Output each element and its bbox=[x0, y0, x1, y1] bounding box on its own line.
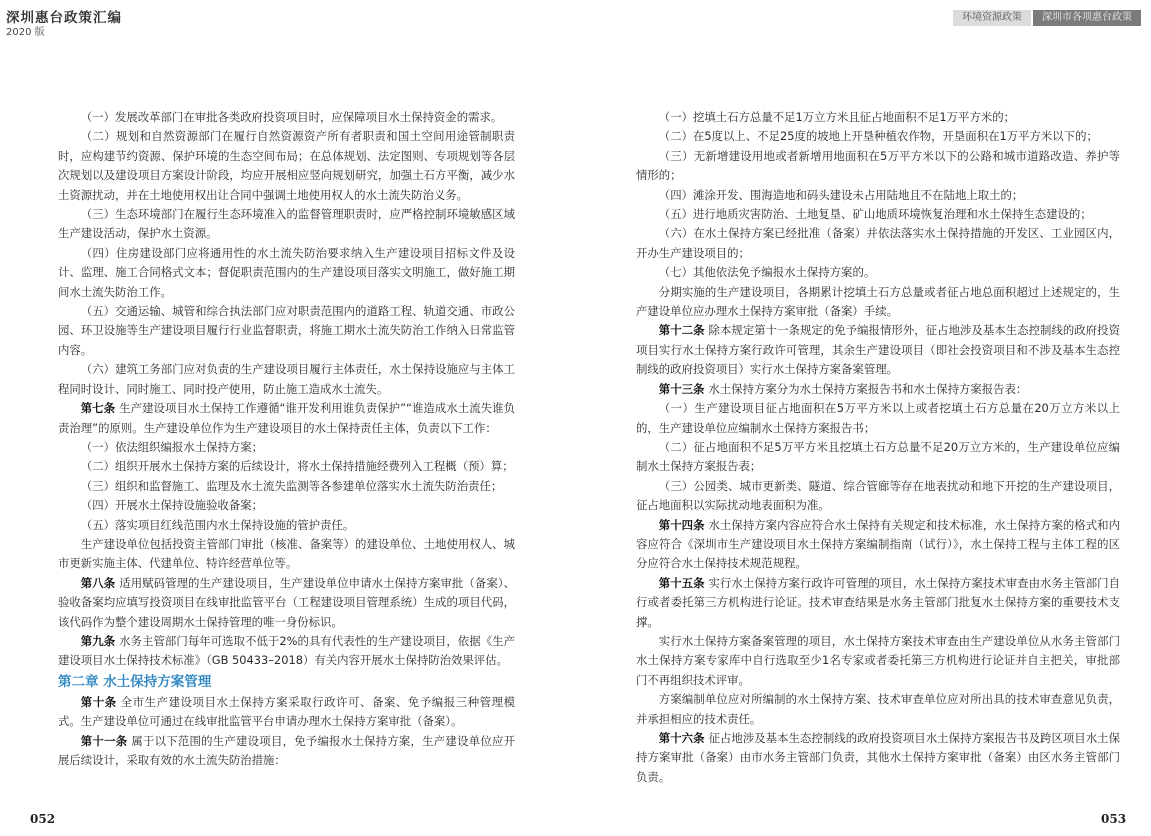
paragraph bbox=[58, 496, 515, 515]
paragraph-text: （一）依法组织编报水土保持方案； bbox=[80, 439, 264, 454]
paragraph-text: 属于以下范围的生产建设项目，免予编报水土保持方案，生产建设单位应开展后续设计，采取有效的水土流失防治措施： bbox=[58, 733, 515, 767]
paragraph bbox=[636, 186, 1120, 205]
article-paragraph bbox=[636, 321, 1120, 379]
paragraph-text: （三）公园类、城市更新类、隧道、综合管廊等存在地表扰动和地下开挖的生产建设项目，征占地面积以实际扰动地表面积为准。 bbox=[636, 478, 1120, 513]
paragraph bbox=[58, 516, 515, 535]
article-paragraph bbox=[58, 574, 515, 632]
paragraph-text: （三）组织和监督施工、监理及水土流失监测等各参建单位落实水土流失防治责任； bbox=[80, 478, 503, 493]
chapter-heading: 第二章 水土保持方案管理 bbox=[58, 673, 212, 690]
article-paragraph bbox=[58, 732, 515, 771]
article-label: 第十四条 bbox=[658, 517, 705, 532]
article-paragraph bbox=[58, 632, 515, 671]
paragraph bbox=[636, 205, 1120, 224]
paragraph bbox=[636, 127, 1120, 146]
tab-city-policies: 深圳市各项惠台政策 bbox=[1031, 10, 1141, 26]
paragraph-text: 生产建设项目水土保持工作遵循“谁开发利用谁负责保护”“谁造成水土流失谁负责治理”的原则。生产建设单位作为生产建设项目的水土保持责任主体，负责以下工作： bbox=[58, 401, 515, 435]
paragraph-text: （三）生态环境部门在履行生态环境准入的监督管理职责时，应严格控制环境敏感区域生产建设活动，保护水土资源。 bbox=[58, 207, 515, 241]
paragraph-text: （五）交通运输、城管和综合执法部门应对职责范围内的道路工程、轨道交通、市政公园、环卫设施等生产建设项目履行行业监督职责，将施工期水土流失防治工作纳入日常监管内容。 bbox=[58, 304, 515, 357]
paragraph bbox=[636, 690, 1120, 729]
paragraph-text: （五）落实项目红线范围内水土保持设施的管护责任。 bbox=[80, 517, 355, 532]
paragraph bbox=[58, 360, 515, 399]
document-title: 深圳惠台政策汇编 bbox=[6, 10, 122, 26]
paragraph-text: 水土保持方案分为水土保持方案报告书和水土保持方案报告表： bbox=[708, 381, 1028, 396]
article-label: 第八条 bbox=[80, 575, 116, 590]
paragraph-text: （一）挖填土石方总量不足1万立方米且征占地面积不足1万平方米的； bbox=[658, 110, 1016, 124]
paragraph-text: （六）建筑工务部门应对负责的生产建设项目履行主体责任，水土保持设施应与主体工程同时设计、同时施工、同时投产使用，防止施工造成水土流失。 bbox=[58, 362, 515, 396]
article-paragraph bbox=[58, 399, 515, 438]
right-page-body bbox=[636, 108, 1120, 787]
paragraph-text: 征占地涉及基本生态控制线的政府投资项目水土保持方案报告书及跨区项目水土保持方案审批（备案）由市水务主管部门负责，其他水土保持方案审批（备案）由区水务主管部门负责。 bbox=[636, 731, 1120, 784]
paragraph-text: （七）其他依法免予编报水土保持方案的。 bbox=[658, 265, 876, 280]
paragraph-text: （二）在5度以上、不足25度的坡地上开垦种植农作物，开垦面积在1万平方米以下的； bbox=[658, 129, 1098, 144]
paragraph-text: 适用赋码管理的生产建设项目，生产建设单位申请水土保持方案审批（备案）、验收备案均应填写投资项目在线审批监管平台（工程建设项目管理系统）生成的项目代码，该代码作为整个建设周期水土保持管理的唯一身份标识。 bbox=[58, 575, 515, 629]
paragraph bbox=[636, 399, 1120, 438]
paragraph-text: （二）组织开展水土保持方案的后续设计，将水土保持措施经费列入工程概（预）算； bbox=[80, 459, 514, 474]
paragraph bbox=[58, 205, 515, 244]
section-tabs bbox=[953, 10, 1141, 26]
paragraph bbox=[636, 263, 1120, 282]
paragraph-text: （六）在水土保持方案已经批准（备案）并依法落实水土保持措施的开发区、工业园区内，开办生产建设项目的； bbox=[636, 226, 1120, 260]
paragraph bbox=[636, 108, 1120, 127]
paragraph bbox=[58, 108, 515, 127]
paragraph bbox=[636, 632, 1120, 690]
article-label: 第十五条 bbox=[658, 575, 705, 590]
article-paragraph bbox=[636, 574, 1120, 632]
paragraph-text: （四）住房建设部门应将通用性的水土流失防治要求纳入生产建设项目招标文件及设计、监理、施工合同格式文本；督促职责范围内的生产建设项目落实文明施工，做好施工期间水土流失防治工作。 bbox=[58, 245, 515, 299]
paragraph bbox=[58, 438, 515, 457]
tab-category: 环境资源政策 bbox=[953, 10, 1031, 26]
paragraph bbox=[58, 535, 515, 574]
article-paragraph bbox=[58, 693, 515, 732]
edition-year: 2020 版 bbox=[6, 27, 45, 38]
paragraph-text: 除本规定第十一条规定的免予编报情形外，征占地涉及基本生态控制线的政府投资项目实行水土保持方案行政许可管理，其余生产建设项目（即社会投资项目和不涉及基本生态控制线的政府投资项目）实行水土保持方案备案管理。 bbox=[636, 323, 1120, 377]
paragraph bbox=[58, 457, 515, 476]
article-paragraph bbox=[636, 516, 1120, 574]
paragraph bbox=[636, 224, 1120, 263]
paragraph-text: （三）无新增建设用地或者新增用地面积在5万平方米以下的公路和城市道路改造、养护等情形的； bbox=[636, 148, 1120, 183]
article-label: 第九条 bbox=[80, 633, 116, 648]
paragraph bbox=[58, 127, 515, 205]
paragraph bbox=[636, 147, 1120, 186]
paragraph bbox=[58, 302, 515, 360]
paragraph bbox=[636, 283, 1120, 322]
article-label: 第十六条 bbox=[658, 731, 705, 745]
paragraph-text: 全市生产建设项目水土保持方案采取行政许可、备案、免予编报三种管理模式。生产建设单位可通过在线审批监管平台申请办理水土保持方案审批（备案）。 bbox=[58, 694, 515, 729]
paragraph bbox=[58, 244, 515, 302]
paragraph-text: （一）生产建设项目征占地面积在5万平方米以上或者挖填土石方总量在20万立方米以上的，生产建设单位应编制水土保持方案报告书； bbox=[636, 401, 1120, 435]
paragraph-text: （二）征占地面积不足5万平方米且挖填土石方总量不足20万立方米的，生产建设单位应编制水土保持方案报告表； bbox=[636, 439, 1120, 474]
paragraph-text: 分期实施的生产建设项目，各期累计挖填土石方总量或者征占地总面积超过上述规定的，生产建设单位应办理水土保持方案审批（备案）手续。 bbox=[636, 284, 1120, 319]
article-paragraph bbox=[636, 380, 1120, 399]
paragraph-text: 生产建设单位包括投资主管部门审批（核准、备案等）的建设单位、土地使用权人、城市更新实施主体、代建单位、特许经营单位等。 bbox=[58, 536, 515, 571]
paragraph-text: （一）发展改革部门在审批各类政府投资项目时，应保障项目水土保持资金的需求。 bbox=[80, 110, 503, 124]
paragraph-text: （四）滩涂开发、围海造地和码头建设未占用陆地且不在陆地上取土的； bbox=[658, 187, 1024, 202]
article-label: 第七条 bbox=[80, 401, 116, 416]
article-label: 第十条 bbox=[80, 694, 117, 709]
paragraph-text: 水务主管部门每年可选取不低于2%的具有代表性的生产建设项目，依据《生产建设项目水土保持技术标准》（GB 50433–2018）有关内容开展水土保持防治效果评估。 bbox=[58, 633, 515, 668]
paragraph-text: 实行水土保持方案备案管理的项目，水土保持方案技术审查由生产建设单位从水务主管部门水土保持方案专家库中自行选取至少1名专家或者委托第三方机构进行论证并自主把关，审批部门不再组织技术评审。 bbox=[636, 633, 1120, 687]
paragraph bbox=[58, 477, 515, 496]
page-number-right: 053 bbox=[1101, 812, 1127, 826]
article-paragraph bbox=[636, 729, 1120, 787]
page-number-left: 052 bbox=[30, 812, 56, 826]
paragraph-text: 实行水土保持方案行政许可管理的项目，水土保持方案技术审查由水务主管部门自行或者委托第三方机构进行论证。技术审查结果是水务主管部门批复水土保持方案的重要技术支撑。 bbox=[636, 575, 1120, 629]
article-label: 第十一条 bbox=[80, 733, 128, 748]
paragraph bbox=[636, 477, 1120, 516]
paragraph-text: 方案编制单位应对所编制的水土保持方案、技术审查单位应对所出具的技术审查意见负责，并承担相应的技术责任。 bbox=[636, 692, 1120, 726]
paragraph-text: 水土保持方案内容应符合水土保持有关规定和技术标准，水土保持方案的格式和内容应符合《深圳市生产建设项目水土保持方案编制指南（试行）》，水土保持工程与主体工程的区分应符合水土保持技术规范规程。 bbox=[636, 517, 1120, 571]
paragraph-text: （二）规划和自然资源部门在履行自然资源资产所有者职责和国土空间用途管制职责时，应构建节约资源、保护环境的生态空间布局；在总体规划、法定图则、专项规划等各层次规划以及建设项目方案设计阶段，均应开展相应竖向规划研究，加强土石方平衡，减少水土资源扰动，并在土地使用权出让合同中强调土地使用权人的水土流失防治义务。 bbox=[58, 129, 515, 202]
article-label: 第十三条 bbox=[658, 381, 705, 396]
paragraph bbox=[636, 438, 1120, 477]
left-page-body bbox=[58, 108, 515, 770]
article-label: 第十二条 bbox=[658, 323, 705, 338]
paragraph-text: （五）进行地质灾害防治、土地复垦、矿山地质环境恢复治理和水土保持生态建设的； bbox=[658, 207, 1092, 222]
paragraph-text: （四）开展水土保持设施验收备案； bbox=[80, 498, 264, 513]
